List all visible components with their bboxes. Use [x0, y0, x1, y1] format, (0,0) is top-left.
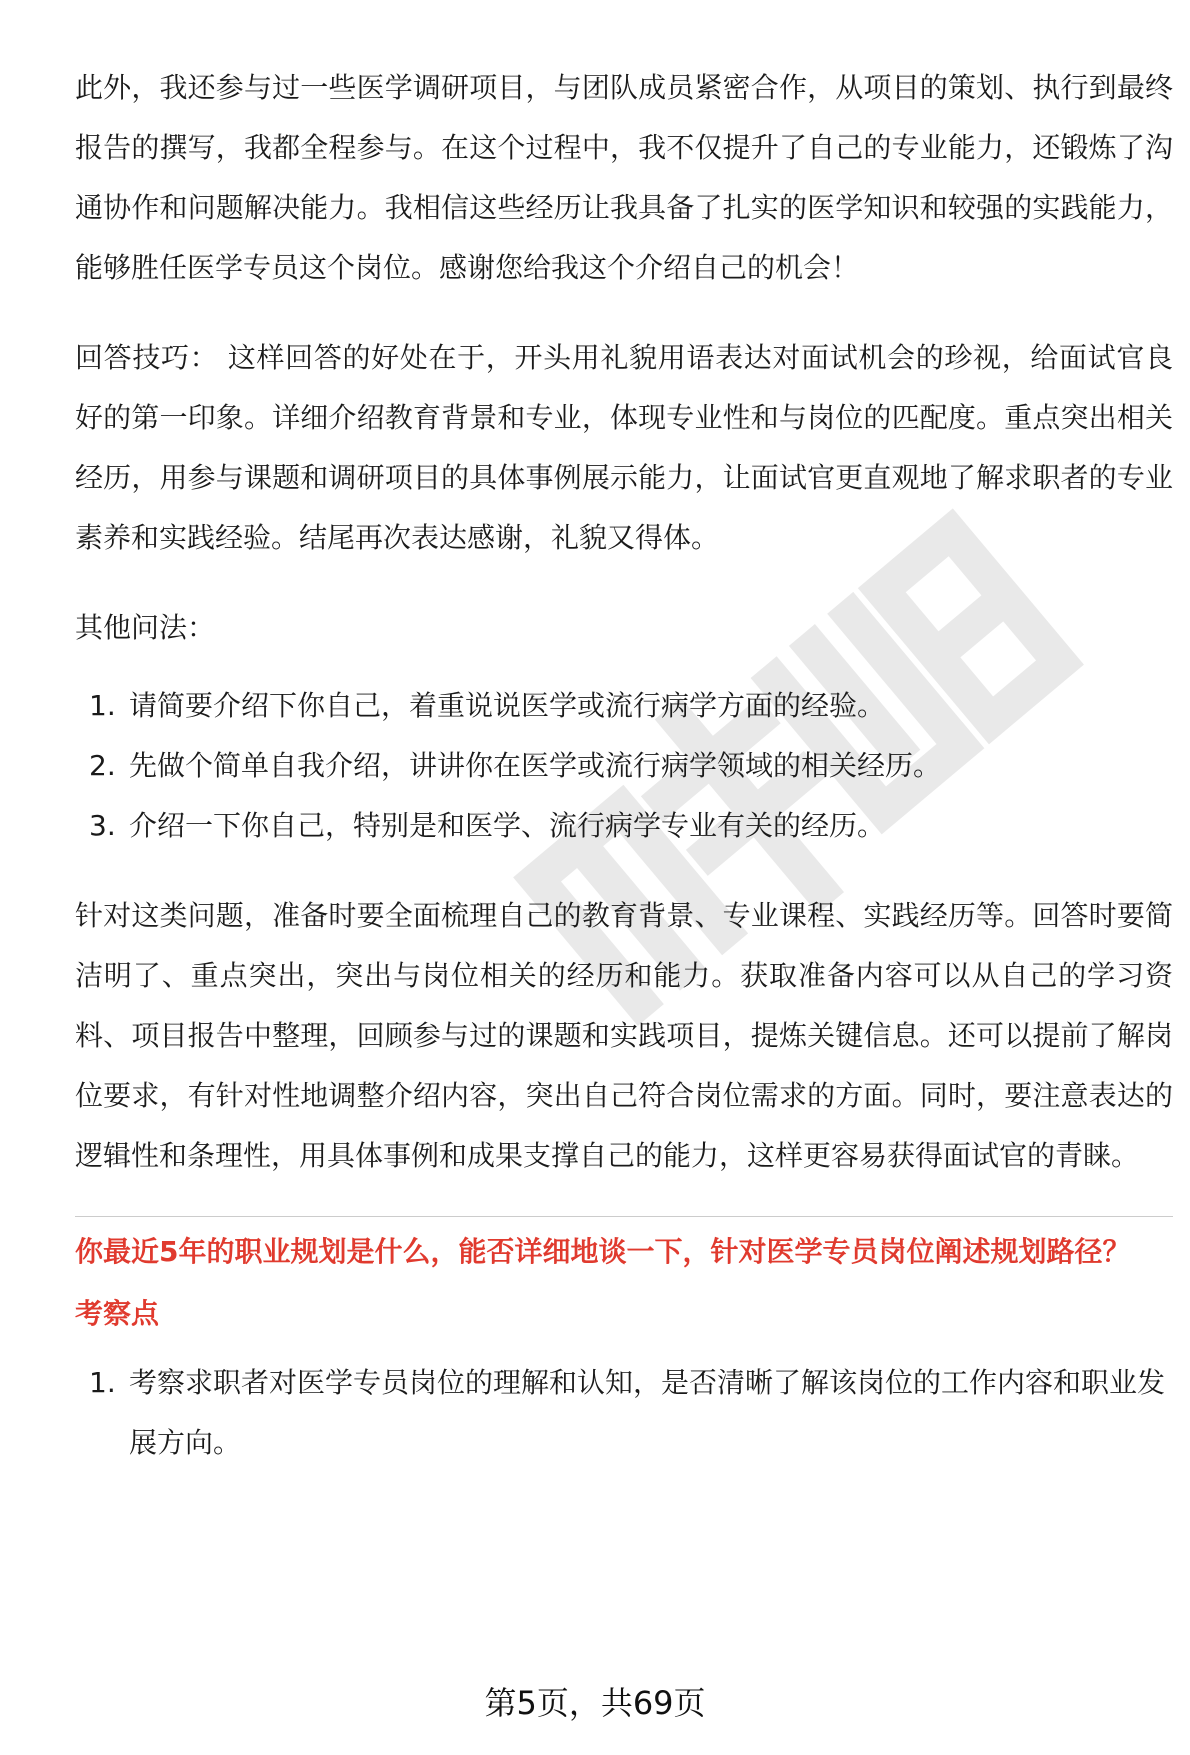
other-ways-list: [75, 676, 1173, 856]
question-heading: 你最近5年的职业规划是什么，能否详细地谈一下，针对医学专员岗位阐述规划路径？: [75, 1235, 1131, 1268]
section-divider: [75, 1216, 1173, 1217]
list-item-number: 3.: [89, 809, 116, 842]
list-item: [75, 736, 1173, 796]
list-item: [75, 676, 1173, 736]
preparation-advice-paragraph: 针对这类问题，准备时要全面梳理自己的教育背景、专业课程、实践经历等。回答时要简洁明了、重点突出，突出与岗位相关的经历和能力。获取准备内容可以从自己的学习资料、项目报告中整理，回顾参与过的课题和实践项目，提炼关键信息。还可以提前了解岗位要求，有针对性地调整介绍内容，突出自己符合岗位需求的方面。同时，要注意表达的逻辑性和条理性，用具体事例和成果支撑自己的能力，这样更容易获得面试官的青睐。: [75, 899, 1173, 1172]
list-item-number: 2.: [89, 749, 116, 782]
list-item-number: 1.: [89, 1366, 116, 1399]
assessment-points-list: [75, 1353, 1173, 1473]
page-content: [75, 58, 1173, 1503]
list-item-text: 介绍一下你自己，特别是和医学、流行病学专业有关的经历。: [129, 809, 886, 842]
other-ways-label: 其他问法：: [75, 611, 216, 644]
list-item-text: 先做个简单自我介绍，讲讲你在医学或流行病学领域的相关经历。: [129, 749, 942, 782]
list-item: [75, 796, 1173, 856]
assessment-points-heading: 考察点: [75, 1297, 160, 1330]
intro-conclusion-paragraph: 此外，我还参与过一些医学调研项目，与团队成员紧密合作，从项目的策划、执行到最终报告的撰写，我都全程参与。在这个过程中，我不仅提升了自己的专业能力，还锻炼了沟通协作和问题解决能力。我相信这些经历让我具备了扎实的医学知识和较强的实践能力，能够胜任医学专员这个岗位。感谢您给我这个介绍自己的机会！: [75, 71, 1173, 284]
list-item-text: 考察求职者对医学专员岗位的理解和认知，是否清晰了解该岗位的工作内容和职业发展方向。: [129, 1366, 1166, 1459]
list-item: [75, 1353, 1173, 1473]
answer-tips-paragraph: 回答技巧： 这样回答的好处在于，开头用礼貌用语表达对面试机会的珍视，给面试官良好的第一印象。详细介绍教育背景和专业，体现专业性和与岗位的匹配度。重点突出相关经历，用参与课题和调研项目的具体事例展示能力，让面试官更直观地了解求职者的专业素养和实践经验。结尾再次表达感谢，礼貌又得体。: [75, 341, 1173, 554]
list-item-text: 请简要介绍下你自己，着重说说医学或流行病学方面的经验。: [129, 689, 886, 722]
list-item-number: 1.: [89, 689, 116, 722]
page-number: 第5页，共69页: [484, 1684, 706, 1722]
